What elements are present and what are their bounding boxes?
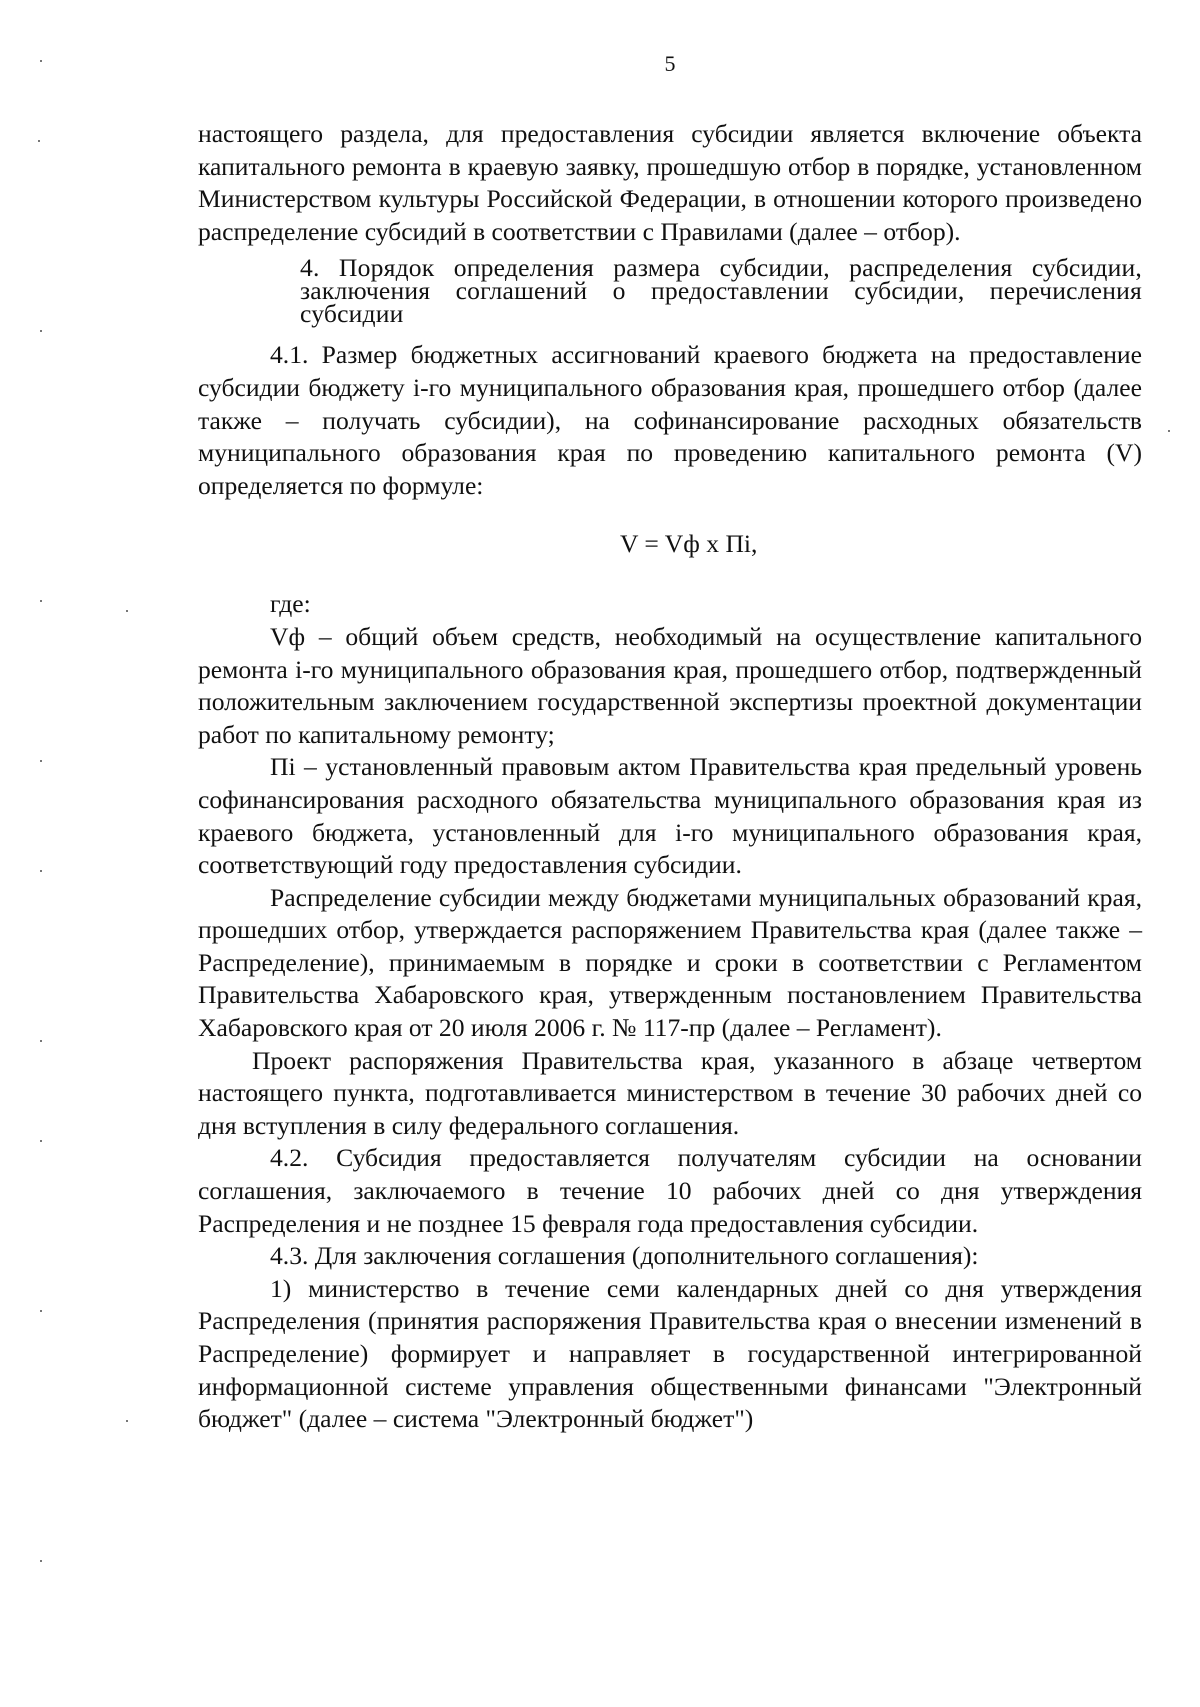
page-number: 5 [664,51,676,76]
definition-pi: Пi – установленный правовым актом Правительства края предельный уровень софинансирования расходного обязательства муниципального образования края из краевого бюджета, установленный для i-го муниципального образования края, соответствующий году предоставления субсидии. [198,752,1142,880]
paragraph-4-1: 4.1. Размер бюджетных ассигнований краевого бюджета на предоставление субсидии бюджету i-го муниципального образования края, прошедшего отбор (далее также – получать субсидии), на софинансирование расходных обязательств муниципального образования края по проведению капитального ремонта (V) определяется по формуле: [198,340,1142,500]
paragraph-4-2: 4.2. Субсидия предоставляется получателям субсидии на основании соглашения, заключаемого в течение 10 рабочих дней со дня утверждения Распределения и не позднее 15 февраля года предоставления субсидии. [198,1143,1142,1238]
section-heading: 4. Порядок определения размера субсидии, распределения субсидии, заключения соглашений о предоставлении субсидии, перечисления субсидии [300,253,1142,329]
paragraph-project: Проект распоряжения Правительства края, указанного в абзаце четвертом настоящего пункта, подготавливается министерством в течение 30 рабочих дней со дня вступления в силу федерального соглашения. [198,1045,1142,1140]
paragraph-item-1: 1) министерство в течение семи календарных дней со дня утверждения Распределения (принятия распоряжения Правительства края о внесении изменений в Распределение) формирует и направляет в государственной интегрированной информационной системе управления общественными финансами "Электронный бюджет" (далее – система "Электронный бюджет") [198,1273,1142,1434]
formula: V = Vф x Пi, [620,529,758,559]
definition-vf: Vф – общий объем средств, необходимый на осуществление капитального ремонта i-го муниципального образования края, прошедшего отбор, подтвержденный положительным заключением государственной экспертизы проектной документации работ по капитальному ремонту; [198,621,1142,749]
paragraph-4-3: 4.3. Для заключения соглашения (дополнительного соглашения): [270,1241,979,1271]
where-label: где: [270,589,311,619]
document-body [198,118,1142,1436]
paragraph-continuation: настоящего раздела, для предоставления субсидии является включение объекта капитального ремонта в краевую заявку, прошедшую отбор в порядке, установленном Министерством культуры Российской Федерации, в отношении которого произведено распределение субсидий в соответствии с Правилами (далее – отбор). [198,119,1142,246]
paragraph-distribution: Распределение субсидии между бюджетами муниципальных образований края, прошедших отбор, утверждается распоряжением Правительства края (далее также – Распределение), принимаемым в порядке и сроки в соответствии с Регламентом Правительства Хабаровского края, утвержденным постановлением Правительства Хабаровского края от 20 июля 2006 г. № 117-пр (далее – Регламент). [198,882,1142,1043]
